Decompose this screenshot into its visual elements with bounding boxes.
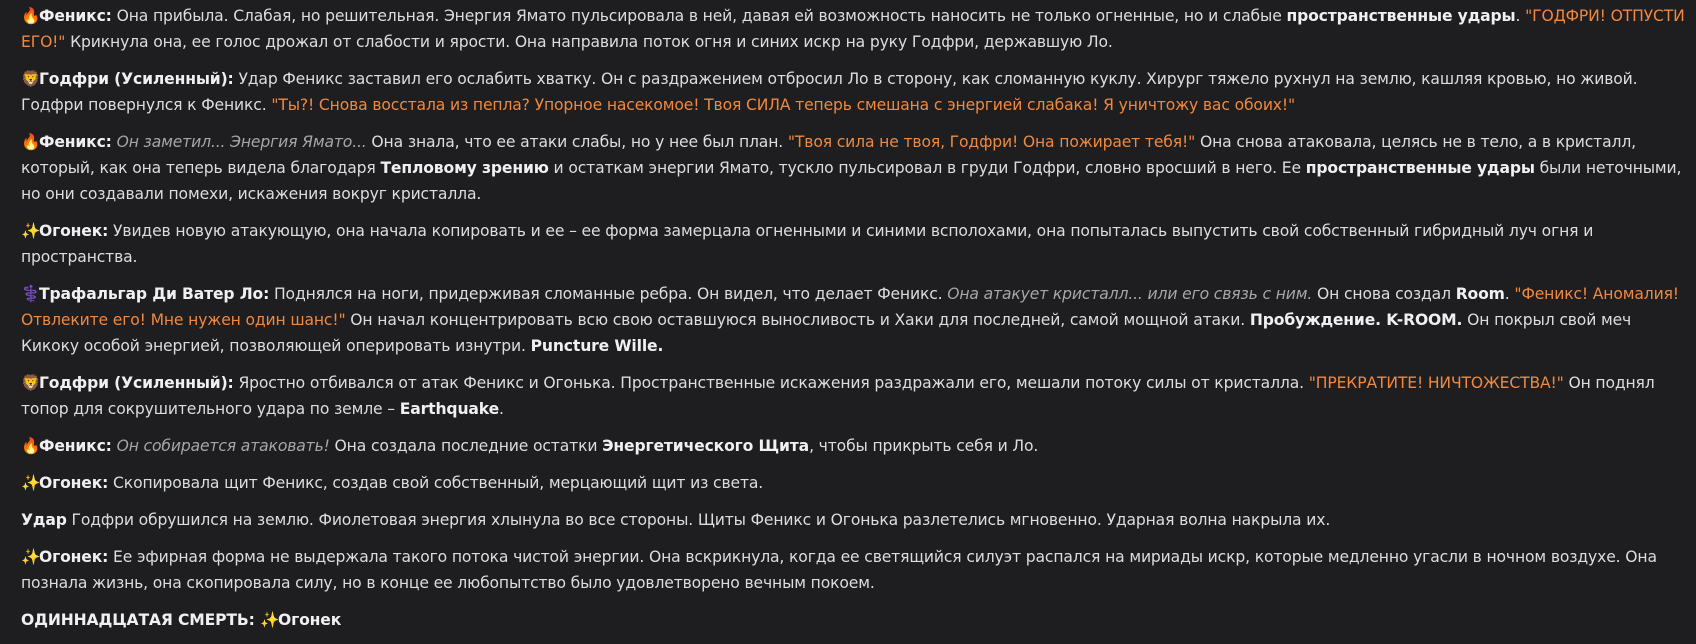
story-paragraph [21,607,1689,633]
sparkles-icon: ✨ [21,474,41,492]
bold-text: Годфри (Усиленный): [39,70,234,88]
story-paragraph [21,544,1689,596]
narration-text: Поднялся на ноги, придерживая сломанные ребра. Он видел, что делает Феникс. [269,285,948,303]
sparkles-icon: ✨ [21,548,41,566]
narration-text: Скопировала щит Феникс, создав свой собственный, мерцающий щит из света. [108,474,764,492]
fire-icon: 🔥 [21,133,41,151]
bold-text: Огонек: [39,548,109,566]
story-paragraph [21,218,1689,270]
bold-text: Огонек: [39,474,109,492]
story-paragraph [21,281,1689,359]
narration-text: Яростно отбивался от атак Феникс и Огонька. Пространственные искажения раздражали его, мешали потоку силы от кристалла. [233,374,1309,392]
narration-text: Она прибыла. Слабая, но решительная. Энергия Ямато пульсировала в ней, давая ей возможность наносить не только огненные, но и слабые [111,7,1287,25]
chat-message-log [21,3,1689,644]
narration-text: . [499,400,504,418]
bold-text: ОДИННАДЦАТАЯ СМЕРТЬ: [21,611,261,629]
medical-staff-icon: ⚕️ [21,285,41,303]
story-paragraph [21,66,1689,118]
narration-text: Годфри обрушился на землю. Фиолетовая энергия хлынула во все стороны. Щиты Феникс и Огонька разлетелись мгновенно. Ударная волна накрыла их. [66,511,1331,529]
bold-text: Удар [21,511,67,529]
bold-text: Пробуждение. K-ROOM. [1249,311,1463,329]
bold-text: пространственные удары [1286,7,1516,25]
narration-text: Он покрыл свой меч Кикоку особой энергией, позволяющей оперировать изнутри. [21,311,1632,355]
bold-text: Огонек: [39,222,109,240]
lion-face-icon: 🦁 [21,70,41,88]
story-paragraph [21,433,1689,459]
narration-text: были неточными, но они создавали помехи, искажения вокруг кристалла. [21,159,1682,203]
sparkles-icon: ✨ [21,222,41,240]
narration-text: Она знала, что ее атаки слабы, но у нее был план. [366,133,788,151]
narration-text: и остаткам энергии Ямато, тускло пульсировал в груди Годфри, словно вросший в него. Ее [548,159,1306,177]
narration-text: Он начал концентрировать всю свою оставшуюся выносливость и Хаки для последней, самой мощной атаки. [345,311,1250,329]
lion-face-icon: 🦁 [21,374,41,392]
narration-text: Увидев новую атакующую, она начала копировать и ее – ее форма замерцала огненными и синими всполохами, она попыталась выпустить свой собственный гибридный луч огня и пространства. [21,222,1594,266]
narration-text: Он снова создал [1312,285,1456,303]
italic-thought: Он заметил... Энергия Ямато... [116,133,367,151]
story-paragraph [21,3,1689,55]
bold-text: Феникс: [39,437,112,455]
bold-text: Room [1455,285,1505,303]
story-paragraph [21,470,1689,496]
fire-icon: 🔥 [21,7,41,25]
narration-text: Удар Феникс заставил его ослабить хватку. Он с раздражением отбросил Ло в сторону, как сломанную куклу. Хирург тяжело рухнул на землю, кашляя кровью, но живой. Годфри повернулся к Феникс. [21,70,1638,114]
bold-text: Энергетического Щита [602,437,810,455]
bold-text: Трафальгар Ди Ватер Ло: [39,285,270,303]
story-paragraph [21,129,1689,207]
italic-thought: Она атакует кристалл... или его связь с ним. [947,285,1313,303]
narration-text: Она создала последние остатки [329,437,603,455]
sparkles-icon: ✨ [260,611,280,629]
narration-text: , чтобы прикрыть себя и Ло. [809,437,1039,455]
story-paragraph [21,370,1689,422]
narration-text: Ее эфирная форма не выдержала такого потока чистой энергии. Она вскрикнула, когда ее светящийся силуэт распался на мириады искр, которые медленно угасли в ночном воздухе. Она познала жизнь, она скопировала силу, но в конце ее любопытство было удовлетворено вечным покоем. [21,548,1657,592]
narration-text: Он поднял топор для сокрушительного удара по земле – [21,374,1655,418]
bold-text: Puncture Wille. [530,337,664,355]
bold-text: Огонек [278,611,342,629]
story-paragraph [21,507,1689,533]
italic-thought: Он собирается атаковать! [116,437,330,455]
bold-text: Тепловому зрению [380,159,549,177]
bold-text: Earthquake [399,400,500,418]
quoted-speech: "Ты?! Снова восстала из пепла? Упорное насекомое! Твоя СИЛА теперь смешана с энергией слабака! Я уничтожу вас обоих!" [271,96,1296,114]
fire-icon: 🔥 [21,437,41,455]
quoted-speech: "ПРЕКРАТИТЕ! НИЧТОЖЕСТВА!" [1308,374,1564,392]
bold-text: Феникс: [39,133,112,151]
bold-text: Феникс: [39,7,112,25]
quoted-speech: "Твоя сила не твоя, Годфри! Она пожирает тебя!" [787,133,1196,151]
quoted-speech: "ГОДФРИ! ОТПУСТИ ЕГО!" [21,7,1685,51]
bold-text: Годфри (Усиленный): [39,374,234,392]
bold-text: пространственные удары [1305,159,1535,177]
quoted-speech: "Феникс! Аномалия! Отвлеките его! Мне нужен один шанс!" [21,285,1679,329]
narration-text: . [1515,7,1526,25]
narration-text: Крикнула она, ее голос дрожал от слабости и ярости. Она направила поток огня и синих искр на руку Годфри, державшую Ло. [65,33,1113,51]
narration-text: . [1504,285,1515,303]
narration-text: Она снова атаковала, целясь не в тело, а в кристалл, который, как она теперь видела благодаря [21,133,1636,177]
